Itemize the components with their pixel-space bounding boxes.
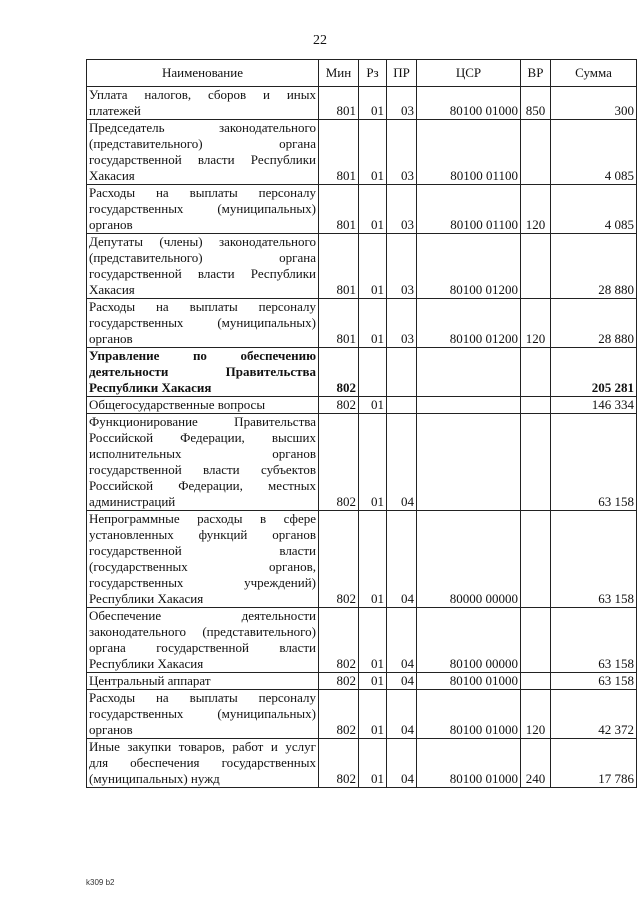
cell-name: Обеспечение деятельности законодательного (представительного) органа государственной власти Республики Хакасия: [87, 608, 319, 673]
table-row: [87, 397, 637, 414]
cell-name: Иные закупки товаров, работ и услуг для обеспечения государственных (муниципальных) нужд: [87, 739, 319, 788]
cell-rz: 01: [359, 185, 387, 234]
cell-pr: [387, 397, 417, 414]
page-number: 22: [313, 33, 327, 48]
cell-min: 801: [319, 299, 359, 348]
cell-vr: [521, 673, 551, 690]
cell-rz: 01: [359, 690, 387, 739]
cell-name: Депутаты (члены) законодательного (представительного) органа государственной власти Республики Хакасия: [87, 234, 319, 299]
cell-vr: [521, 414, 551, 511]
cell-rz: 01: [359, 397, 387, 414]
cell-sum: 42 372: [551, 690, 637, 739]
cell-pr: 03: [387, 299, 417, 348]
cell-vr: [521, 608, 551, 673]
table-row: [87, 673, 637, 690]
cell-vr: [521, 397, 551, 414]
cell-csr: [417, 348, 521, 397]
cell-csr: 80100 01000: [417, 739, 521, 788]
cell-pr: 04: [387, 673, 417, 690]
cell-pr: [387, 348, 417, 397]
cell-min: 802: [319, 673, 359, 690]
cell-rz: 01: [359, 299, 387, 348]
cell-sum: 4 085: [551, 185, 637, 234]
cell-csr: 80100 01100: [417, 185, 521, 234]
cell-csr: [417, 397, 521, 414]
cell-vr: 120: [521, 299, 551, 348]
cell-name: Председатель законодательного (представительного) органа государственной власти Республики Хакасия: [87, 120, 319, 185]
table-row: [87, 608, 637, 673]
cell-name: Уплата налогов, сборов и иных платежей: [87, 87, 319, 120]
cell-vr: [521, 234, 551, 299]
cell-name: Управление по обеспечению деятельности Правительства Республики Хакасия: [87, 348, 319, 397]
header-pr: ПР: [387, 60, 417, 87]
cell-min: 802: [319, 511, 359, 608]
cell-sum: 63 158: [551, 511, 637, 608]
cell-min: 802: [319, 397, 359, 414]
table-row: [87, 739, 637, 788]
cell-vr: [521, 511, 551, 608]
cell-min: 802: [319, 348, 359, 397]
cell-sum: 205 281: [551, 348, 637, 397]
cell-csr: 80000 00000: [417, 511, 521, 608]
header-sum: Сумма: [551, 60, 637, 87]
cell-min: 801: [319, 87, 359, 120]
cell-rz: 01: [359, 414, 387, 511]
table-row: [87, 690, 637, 739]
cell-min: 802: [319, 414, 359, 511]
cell-pr: 04: [387, 690, 417, 739]
cell-rz: 01: [359, 739, 387, 788]
cell-csr: [417, 414, 521, 511]
cell-sum: 300: [551, 87, 637, 120]
cell-csr: 80100 01200: [417, 234, 521, 299]
cell-pr: 03: [387, 234, 417, 299]
cell-vr: 120: [521, 690, 551, 739]
cell-csr: 80100 01000: [417, 690, 521, 739]
cell-min: 801: [319, 185, 359, 234]
cell-name: Общегосударственные вопросы: [87, 397, 319, 414]
budget-table: [86, 59, 637, 788]
cell-csr: 80100 01000: [417, 87, 521, 120]
table-header-row: [87, 60, 637, 87]
cell-pr: 03: [387, 120, 417, 185]
cell-pr: 04: [387, 739, 417, 788]
cell-rz: 01: [359, 608, 387, 673]
table-row: [87, 348, 637, 397]
cell-name: Расходы на выплаты персоналу государственных (муниципальных) органов: [87, 185, 319, 234]
cell-vr: [521, 348, 551, 397]
cell-min: 801: [319, 234, 359, 299]
cell-min: 802: [319, 739, 359, 788]
cell-pr: 03: [387, 87, 417, 120]
cell-pr: 04: [387, 511, 417, 608]
cell-min: 801: [319, 120, 359, 185]
cell-name: Функционирование Правительства Российской Федерации, высших исполнительных органов государственной власти субъектов Российской Федерации, местных администраций: [87, 414, 319, 511]
footer-code: k309 b2: [86, 878, 115, 887]
header-name: Наименование: [87, 60, 319, 87]
cell-vr: 850: [521, 87, 551, 120]
cell-rz: 01: [359, 234, 387, 299]
cell-sum: 63 158: [551, 414, 637, 511]
cell-min: 802: [319, 608, 359, 673]
header-vr: ВР: [521, 60, 551, 87]
cell-rz: 01: [359, 673, 387, 690]
cell-rz: 01: [359, 120, 387, 185]
cell-name: Центральный аппарат: [87, 673, 319, 690]
table-row: [87, 511, 637, 608]
cell-csr: 80100 00000: [417, 608, 521, 673]
table-row: [87, 185, 637, 234]
cell-vr: 240: [521, 739, 551, 788]
table-row: [87, 299, 637, 348]
table-row: [87, 414, 637, 511]
cell-pr: 04: [387, 608, 417, 673]
cell-sum: 4 085: [551, 120, 637, 185]
table-row: [87, 120, 637, 185]
table-row: [87, 234, 637, 299]
cell-csr: 80100 01000: [417, 673, 521, 690]
cell-sum: 63 158: [551, 608, 637, 673]
cell-sum: 28 880: [551, 299, 637, 348]
header-csr: ЦСР: [417, 60, 521, 87]
cell-sum: 28 880: [551, 234, 637, 299]
header-min: Мин: [319, 60, 359, 87]
cell-vr: [521, 120, 551, 185]
cell-name: Расходы на выплаты персоналу государственных (муниципальных) органов: [87, 690, 319, 739]
cell-pr: 03: [387, 185, 417, 234]
cell-rz: 01: [359, 87, 387, 120]
cell-name: Непрограммные расходы в сфере установленных функций органов государственной власти (государственных органов, государственных учреждений) Республики Хакасия: [87, 511, 319, 608]
cell-rz: [359, 348, 387, 397]
cell-min: 802: [319, 690, 359, 739]
header-rz: Рз: [359, 60, 387, 87]
cell-csr: 80100 01100: [417, 120, 521, 185]
cell-sum: 17 786: [551, 739, 637, 788]
cell-sum: 63 158: [551, 673, 637, 690]
cell-pr: 04: [387, 414, 417, 511]
cell-rz: 01: [359, 511, 387, 608]
cell-csr: 80100 01200: [417, 299, 521, 348]
cell-sum: 146 334: [551, 397, 637, 414]
table-row: [87, 87, 637, 120]
cell-name: Расходы на выплаты персоналу государственных (муниципальных) органов: [87, 299, 319, 348]
cell-vr: 120: [521, 185, 551, 234]
